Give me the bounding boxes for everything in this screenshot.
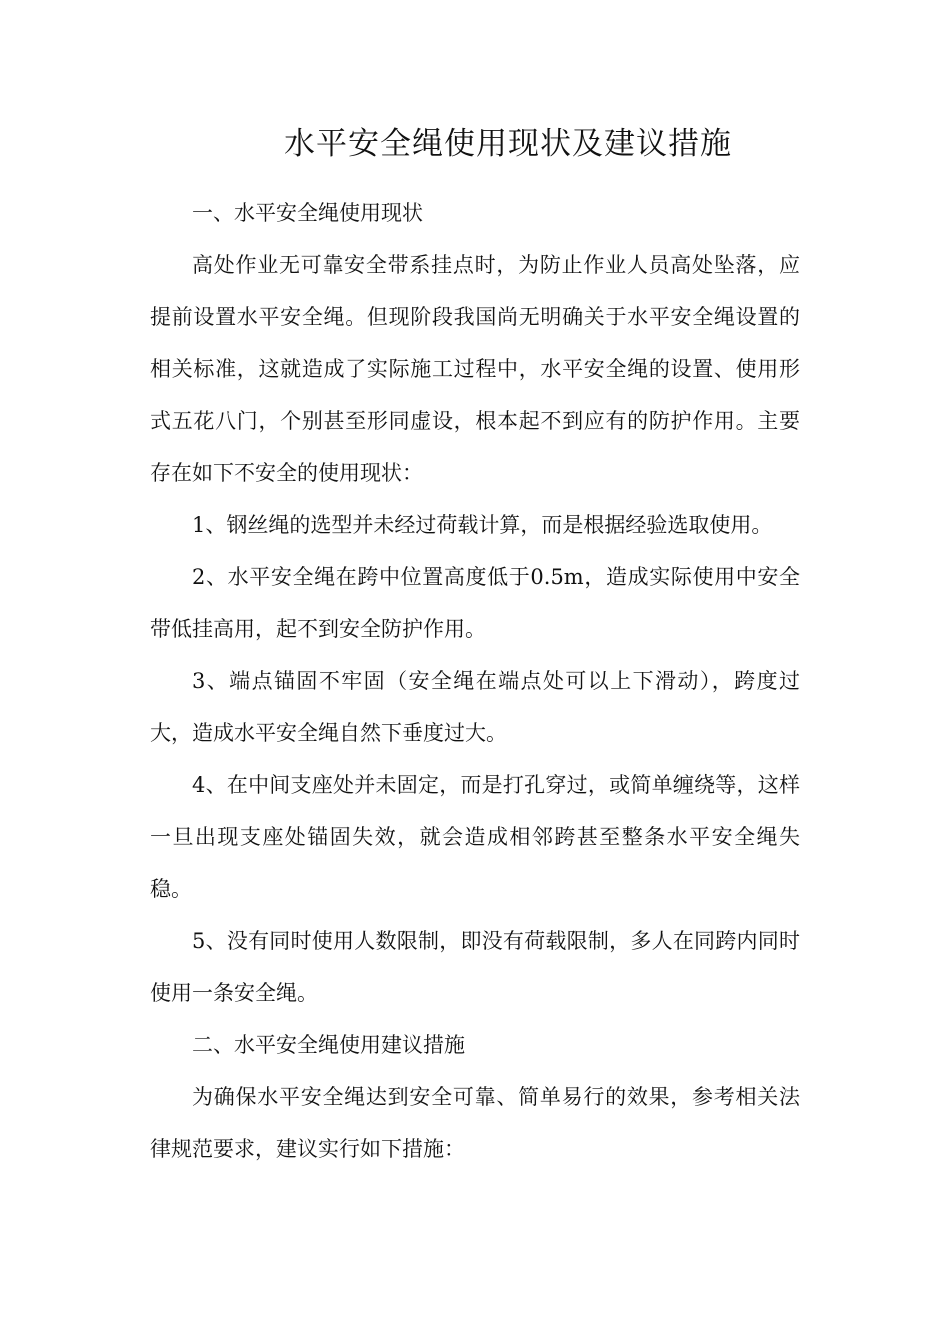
list-item-4: 4、在中间支座处并未固定，而是打孔穿过，或简单缠绕等，这样一旦出现支座处锚固失效，就会造成相邻跨甚至整条水平安全绳失稳。 xyxy=(150,773,800,901)
section-heading-recommendations: 二、水平安全绳使用建议措施 xyxy=(192,1033,465,1057)
paragraph-intro: 高处作业无可靠安全带系挂点时，为防止作业人员高处坠落，应提前设置水平安全绳。但现阶段我国尚无明确关于水平安全绳设置的相关标准，这就造成了实际施工过程中，水平安全绳的设置、使用形式五花八门，个别甚至形同虚设，根本起不到应有的防护作用。主要存在如下不安全的使用现状： xyxy=(150,253,800,485)
document-title: 水平安全绳使用现状及建议措施 xyxy=(284,126,732,162)
list-item-1: 1、钢丝绳的选型并未经过荷载计算，而是根据经验选取使用。 xyxy=(192,513,773,537)
list-item-2: 2、水平安全绳在跨中位置高度低于0.5m，造成实际使用中安全带低挂高用，起不到安全防护作用。 xyxy=(150,565,800,641)
paragraph-recommendations-intro: 为确保水平安全绳达到安全可靠、简单易行的效果，参考相关法律规范要求，建议实行如下措施： xyxy=(150,1085,800,1161)
list-item-5: 5、没有同时使用人数限制，即没有荷载限制，多人在同跨内同时使用一条安全绳。 xyxy=(150,929,800,1005)
document-body xyxy=(150,187,800,1175)
section-heading-current-status: 一、水平安全绳使用现状 xyxy=(192,201,423,225)
list-item-3: 3、端点锚固不牢固（安全绳在端点处可以上下滑动），跨度过大，造成水平安全绳自然下垂度过大。 xyxy=(150,669,800,745)
